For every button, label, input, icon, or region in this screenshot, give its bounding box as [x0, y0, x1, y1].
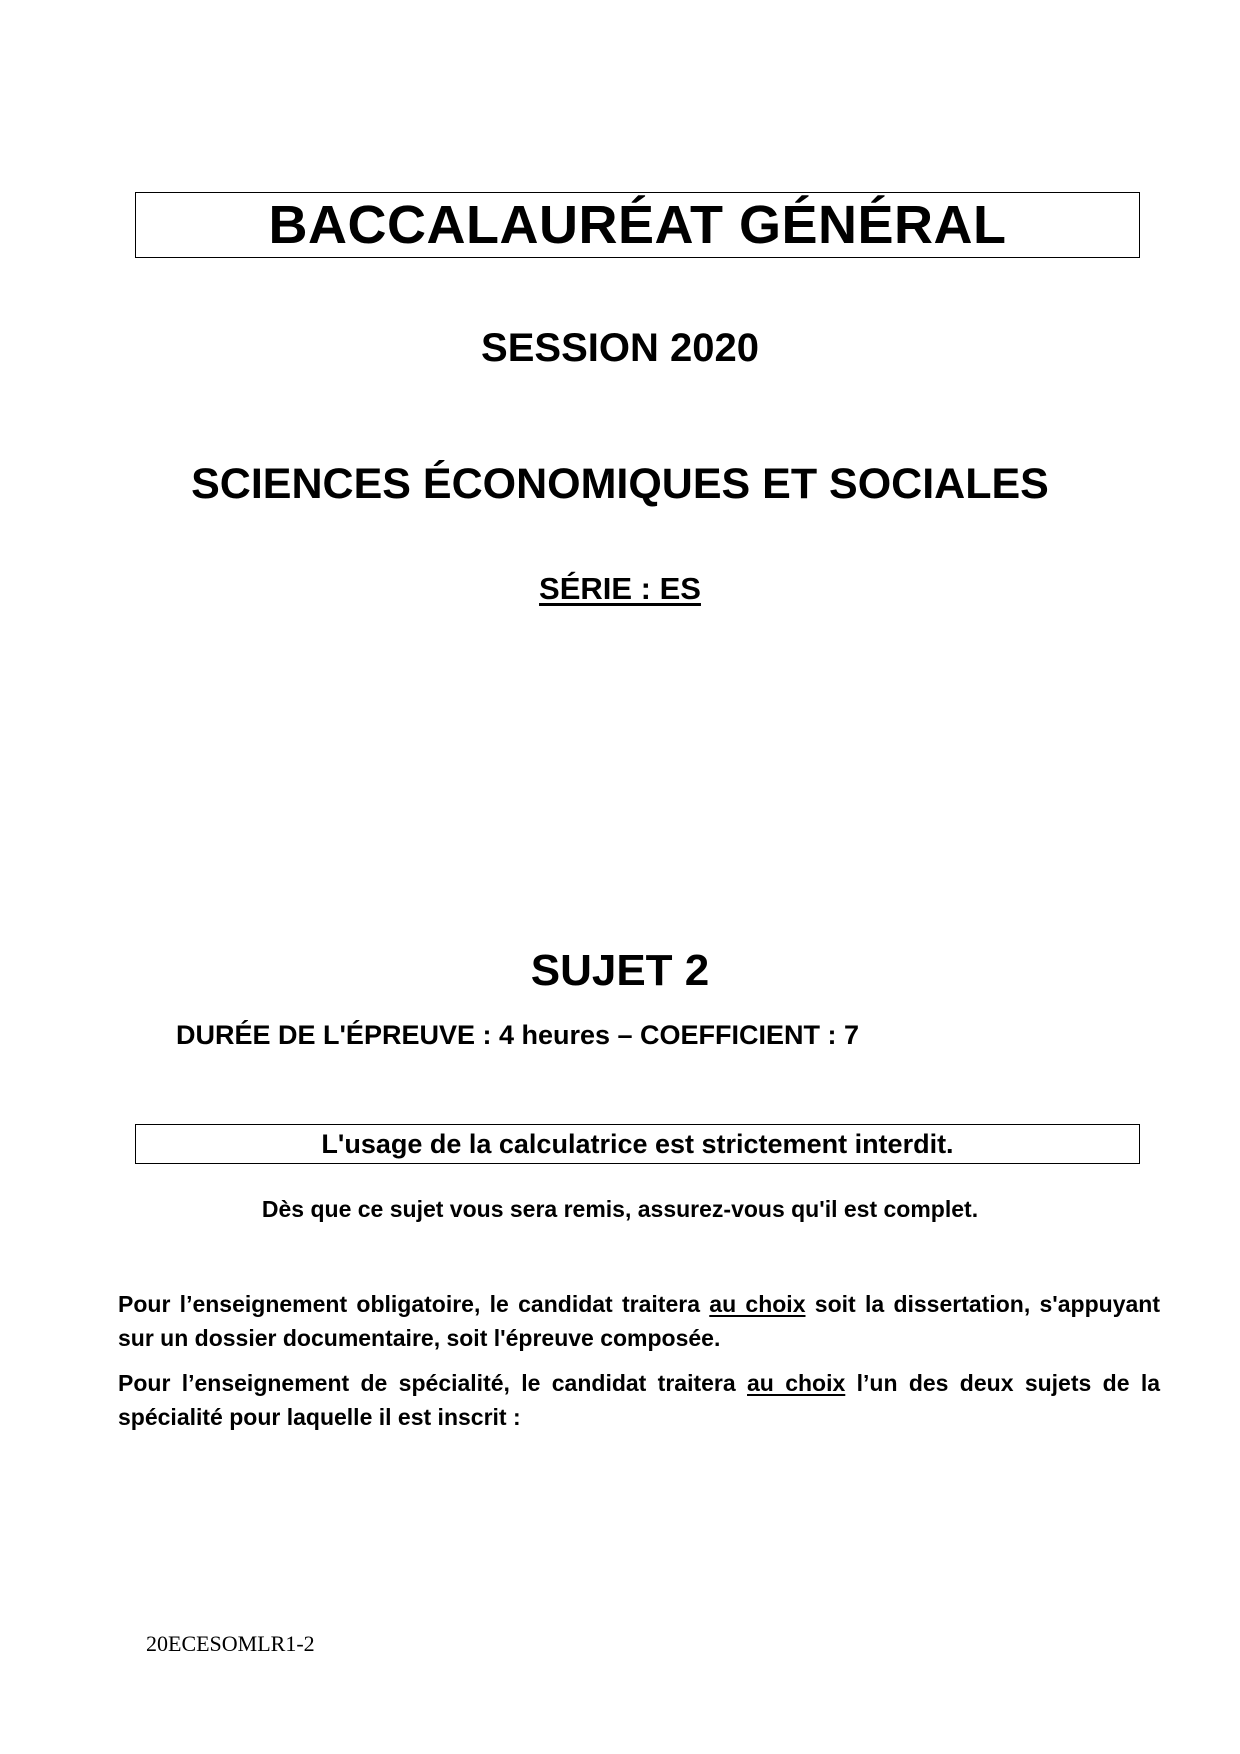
sujet-label: SUJET 2: [530, 946, 710, 995]
calculator-notice: L'usage de la calculatrice est strictement interdit.: [321, 1128, 954, 1159]
instruction-specialite-before: Pour l’enseignement de spécialité, le candidat traitera: [118, 1370, 748, 1396]
subject-title: SCIENCES ÉCONOMIQUES ET SOCIALES: [191, 460, 1049, 508]
instruction-specialite-after: l’un des deux sujets de la spécialité pour laquelle il est inscrit :: [118, 1370, 1161, 1430]
document-code: 20ECESOMLR1-2: [146, 1631, 315, 1656]
completeness-notice: Dès que ce sujet vous sera remis, assurez-vous qu'il est complet.: [261, 1196, 979, 1222]
calculator-notice-box: [135, 1124, 1140, 1164]
title-box: [135, 192, 1140, 258]
exam-title: BACCALAURÉAT GÉNÉRAL: [268, 195, 1007, 255]
instruction-specialite: [118, 1366, 1160, 1434]
serie-text: SÉRIE : ES: [539, 571, 701, 606]
instruction-obligatoire: [118, 1287, 1160, 1355]
serie-label: [0, 571, 1240, 607]
instruction-specialite-choice: au choix: [747, 1370, 846, 1396]
session-label: SESSION 2020: [481, 326, 759, 370]
duration-coefficient: DURÉE DE L'ÉPREUVE : 4 heures – COEFFICIENT : 7: [176, 1020, 860, 1050]
instruction-obligatoire-after: soit la dissertation, s'appuyant sur un dossier documentaire, soit l'épreuve composée.: [118, 1291, 1160, 1351]
instruction-obligatoire-before: Pour l’enseignement obligatoire, le candidat traitera: [118, 1291, 710, 1317]
instruction-obligatoire-choice: au choix: [709, 1291, 806, 1317]
